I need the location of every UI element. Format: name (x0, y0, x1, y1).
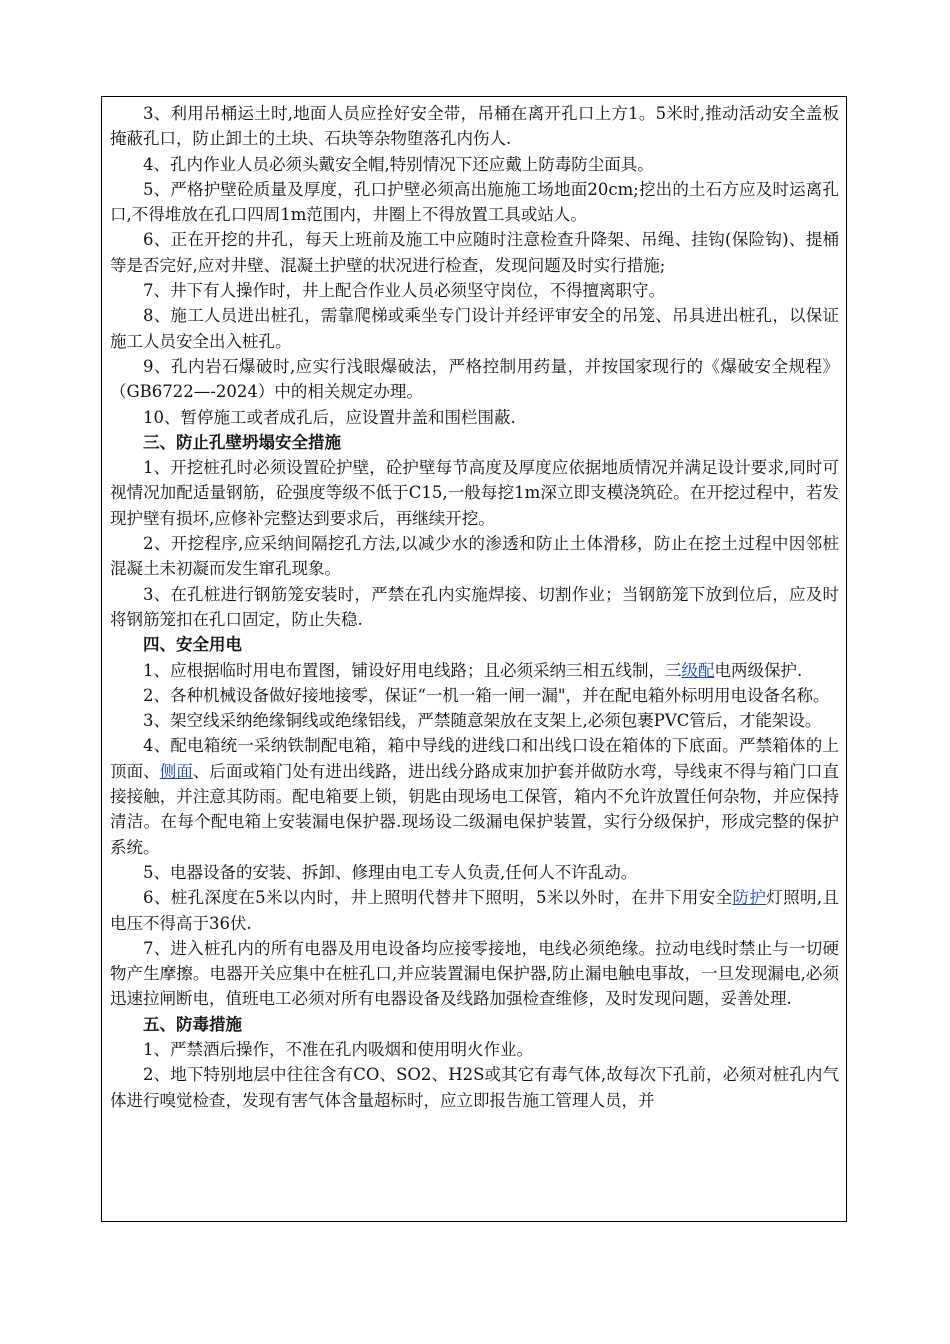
paragraph-text: 1、应根据临时用电布置图，铺设好用电线路；且必须采纳三相五线制，三 (143, 660, 682, 680)
paragraph-elec-3: 3、架空线采纳绝缘铜线或绝缘铝线，严禁随意架放在支架上,必须包裹PVC管后，才能架设。 (143, 711, 822, 731)
paragraph-text: 、后面或箱门处有进出线路，进出线分路成束加护套并做防水弯，导线束不得与箱门口直接接触，并注意其防雨。配电箱要上锁，钥匙由现场电工保管，箱内不允许放置任何杂物，并应保持清洁。在每个配电箱上安装漏电保护器.现场设二级漏电保护装置，实行分级保护，形成完整的保护系统。 (110, 761, 840, 857)
paragraph-item-10: 10、暂停施工或者成孔后，应设置井盖和围栏围蔽. (143, 407, 516, 427)
paragraph-toxic-2: 2、地下特别地层中往往含有CO、SO2、H2S或其它有毒气体,故每次下孔前，必须对桩孔内气体进行嗅觉检查，发现有害气体含量超标时，应立即报告施工管理人员，并 (110, 1065, 839, 1110)
paragraph-elec-1 (110, 658, 839, 683)
paragraph-toxic-1: 1、严禁酒后操作，不准在孔内吸烟和使用明火作业。 (143, 1039, 533, 1059)
link-side-face[interactable]: 侧面 (159, 761, 193, 781)
paragraph-item-5: 5、严格护壁砼质量及厚度，孔口护壁必须高出施施工场地面20cm;挖出的土石方应及时运离孔口,不得堆放在孔口四周1m范围内，井圈上不得放置工具或站人。 (110, 179, 839, 225)
paragraph-wall-3: 3、在孔桩进行钢筋笼安装时，严禁在孔内实施焊接、切割作业；当钢筋笼下放到位后，应及时将钢筋笼扣在孔口固定，防止失稳. (110, 584, 839, 629)
paragraph-wall-2: 2、开挖程序,应采纳间隔挖孔方法,以减少水的渗透和防止土体滑移，防止在挖土过程中因邻桩混凝土未初凝而发生窜孔现象。 (110, 534, 839, 579)
paragraph-wall-1: 1、开挖桩孔时必须设置砼护壁，砼护壁每节高度及厚度应依据地质情况并满足设计要求,同时可视情况加配适量钢筋，砼强度等级不低于C15,一般每挖1m深立即支模浇筑砼。在开挖过程中，若发现护壁有损坏,应修补完整达到要求后，再继续开挖。 (110, 458, 839, 528)
document-frame (101, 96, 847, 1222)
section-heading-3: 三、防止孔壁坍塌安全措施 (143, 432, 341, 452)
paragraph-elec-2: 2、各种机械设备做好接地接零，保证“一机一箱一闸一漏"，并在配电箱外标明用电设备名称。 (143, 685, 830, 705)
link-distribution-level[interactable]: 级配 (681, 660, 715, 680)
link-protection[interactable]: 防护 (732, 888, 767, 908)
section-heading-4: 四、安全用电 (143, 635, 242, 655)
paragraph-elec-6 (110, 885, 839, 936)
paragraph-item-8: 8、施工人员进出桩孔，需靠爬梯或乘坐专门设计并经评审安全的吊笼、吊具进出桩孔，以保证施工人员安全出入桩孔。 (110, 306, 839, 351)
paragraph-text: 电两级保护. (714, 660, 803, 680)
paragraph-item-3: 3、利用吊桶运土时,地面人员应拴好安全带，吊桶在离开孔口上方1。5米时,推动活动安全盖板掩蔽孔口，防止卸土的土块、石块等杂物堕落孔内伤人. (110, 104, 839, 149)
paragraph-text: 灯照明,且电压不得高于36伏. (110, 888, 839, 933)
paragraph-item-9: 9、孔内岩石爆破时,应实行浅眼爆破法，严格控制用药量，并按国家现行的《爆破安全规程》（GB6722—-2024）中的相关规定办理。 (110, 356, 839, 402)
paragraph-text: 4、配电箱统一采纳铁制配电箱，箱中导线的进线口和出线口设在箱体的下底面。严禁箱体的上顶面、 (110, 736, 839, 781)
paragraph-elec-7: 7、进入桩孔内的所有电器及用电设备均应接零接地，电线必须绝缘。拉动电线时禁止与一切硬物产生摩擦。电器开关应集中在桩孔口,并应装置漏电保护器,防止漏电触电事故，一旦发现漏电,必须迅速拉闸断电，值班电工必须对所有电器设备及线路加强检查维修，及时发现问题，妥善处理. (110, 938, 839, 1009)
paragraph-item-6: 6、正在开挖的井孔，每天上班前及施工中应随时注意检查升降架、吊绳、挂钩(保险钩)、提桶等是否完好,应对井壁、混凝土护壁的状况进行检查，发现问题及时实行措施; (110, 230, 839, 275)
paragraph-item-7: 7、井下有人操作时，井上配合作业人员必须坚守岗位，不得擅离职守。 (143, 281, 665, 301)
section-heading-5: 五、防毒措施 (143, 1014, 242, 1034)
paragraph-text: 6、桩孔深度在5米以内时，井上照明代替井下照明，5米以外时，在井下用安全 (143, 888, 733, 908)
document-body (110, 101, 839, 1113)
paragraph-item-4: 4、孔内作业人员必须头戴安全帽,特别情况下还应戴上防毒防尘面具。 (143, 154, 654, 174)
paragraph-elec-5: 5、电器设备的安装、拆卸、修理由电工专人负责,任何人不许乱动。 (143, 862, 638, 882)
paragraph-elec-4 (110, 733, 839, 859)
